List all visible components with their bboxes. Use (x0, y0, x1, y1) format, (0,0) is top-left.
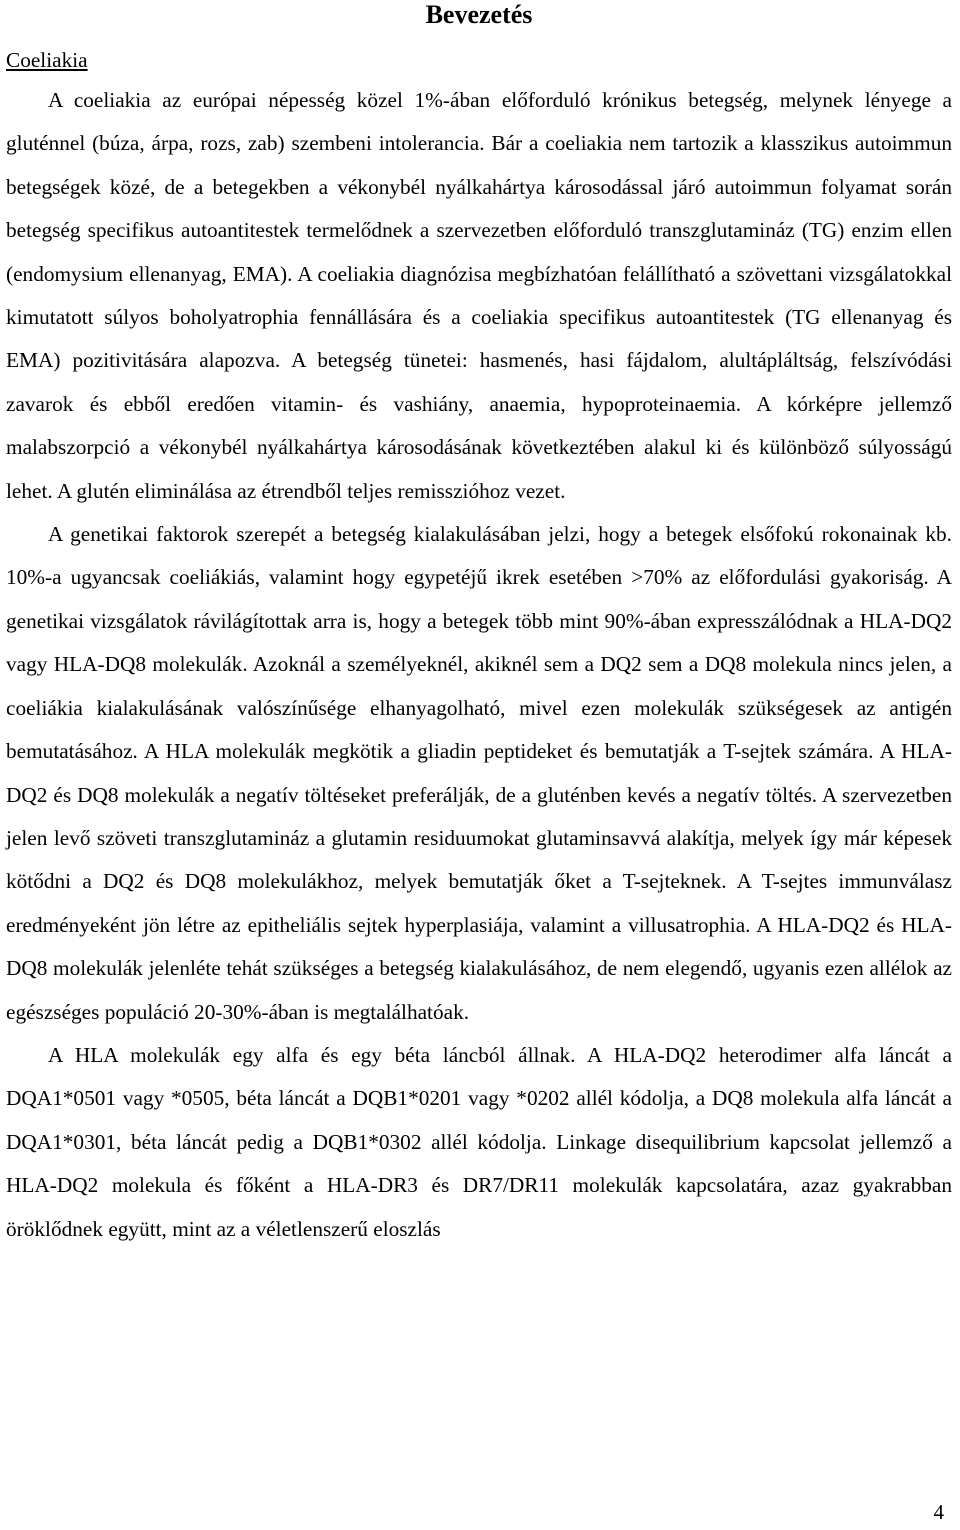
page-number: 4 (933, 1500, 944, 1524)
paragraph-2: A genetikai faktorok szerepét a betegség kialakulásában jelzi, hogy a betegek elsőfokú rokonainak kb. 10%-a ugyancsak coeliákiás, valamint hogy egypetéjű ikrek esetében >70% az előfordulási gyakoriság. A genetikai vizsgálatok rávilágítottak arra is, hogy a betegek több mint 90%-ában expresszálódnak a HLA-DQ2 vagy HLA-DQ8 molekulák. Azoknál a személyeknél, akiknél sem a DQ2 sem a DQ8 molekula nincs jelen, a coeliákia kialakulásának valószínűsége elhanyagolható, mivel ezen molekulák szükségesek az antigén bemutatásához. A HLA molekulák megkötik a gliadin peptideket és bemutatják a T-sejtek számára. A HLA-DQ2 és DQ8 molekulák a negatív töltéseket preferálják, de a gluténben kevés a negatív töltés. A szervezetben jelen levő szöveti transzglutamináz a glutamin residuumokat glutaminsavvá alakítja, melyek így már képesek kötődni a DQ2 és DQ8 molekulákhoz, melyek bemutatják őket a T-sejteknek. A T-sejtes immunválasz eredményeként jön létre az epitheliális sejtek hyperplasiája, valamint a villusatrophia. A HLA-DQ2 és HLA-DQ8 molekulák jelenléte tehát szükséges a betegség kialakulásához, de nem elegendő, ugyanis ezen allélok az egészséges populáció 20-30%-ában is megtalálhatóak. (6, 522, 952, 1024)
document-page (6, 0, 952, 1530)
paragraph-1: A coeliakia az európai népesség közel 1%-ában előforduló krónikus betegség, melynek lényege a gluténnel (búza, árpa, rozs, zab) szembeni intolerancia. Bár a coeliakia nem tartozik a klasszikus autoimmun betegségek közé, de a betegekben a vékonybél nyálkahártya károsodással járó autoimmun folyamat során betegség specifikus autoantitestek termelődnek a szervezetben előforduló transzglutamináz (TG) enzim ellen (endomysium ellenanyag, EMA). A coeliakia diagnózisa megbízhatóan felállítható a szövettani vizsgálatokkal kimutatott súlyos boholyatrophia fennállására és a coeliakia specifikus autoantitestek (TG ellenanyag és EMA) pozitivitására alapozva. A betegség tünetei: hasmenés, hasi fájdalom, alultápláltság, felszívódási zavarok és ebből eredően vitamin- és vashiány, anaemia, hypoproteinaemia. A kórképre jellemző malabszorpció a vékonybél nyálkahártya károsodásának következtében alakul ki és különböző súlyosságú lehet. A glutén eliminálása az étrendből teljes remisszióhoz vezet. (6, 88, 952, 503)
paragraph-3: A HLA molekulák egy alfa és egy béta láncból állnak. A HLA-DQ2 heterodimer alfa láncát a DQA1*0501 vagy *0505, béta láncát a DQB1*0201 vagy *0202 allél kódolja, a DQ8 molekula alfa láncát a DQA1*0301, béta láncát pedig a DQB1*0302 allél kódolja. Linkage disequilibrium kapcsolat jellemző a HLA-DQ2 molekula és főként a HLA-DR3 és DR7/DR11 molekulák kapcsolatára, azaz gyakrabban öröklődnek együtt, mint az a véletlenszerű eloszlás (6, 1042, 952, 1241)
page-title: Bevezetés (425, 0, 533, 29)
section-heading: Coeliakia (6, 48, 88, 72)
